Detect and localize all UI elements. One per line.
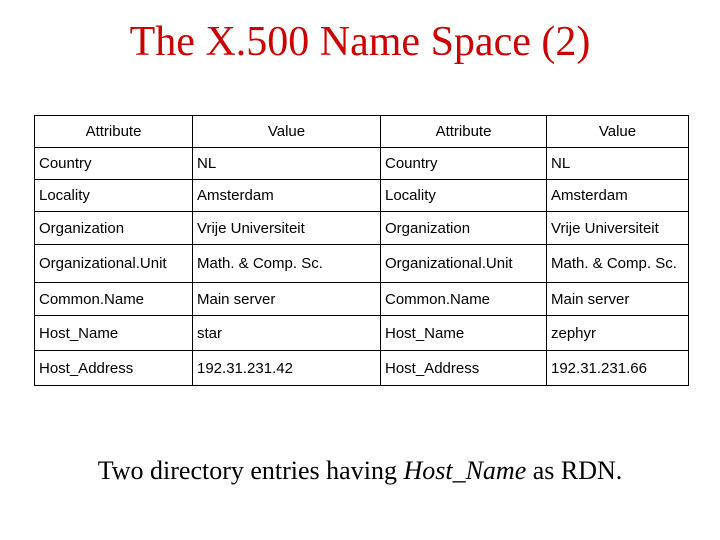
slide-title: The X.500 Name Space (2) bbox=[129, 19, 591, 65]
value-cell: Amsterdam bbox=[193, 180, 381, 212]
attribute-cell: Locality bbox=[35, 180, 193, 212]
table-row bbox=[381, 245, 689, 283]
attribute-cell: Common.Name bbox=[35, 283, 193, 316]
value-cell: Main server bbox=[547, 283, 689, 316]
caption-emphasis: Host_Name bbox=[403, 456, 527, 485]
attribute-cell: Organizational.Unit bbox=[381, 245, 547, 283]
attribute-cell: Host_Name bbox=[35, 316, 193, 351]
attribute-cell: Organization bbox=[381, 212, 547, 245]
attribute-header: Attribute bbox=[35, 116, 193, 148]
table-row bbox=[381, 148, 689, 180]
table-row bbox=[381, 283, 689, 316]
table-row bbox=[35, 351, 381, 386]
value-cell: Main server bbox=[193, 283, 381, 316]
value-cell: NL bbox=[193, 148, 381, 180]
attribute-cell: Host_Address bbox=[381, 351, 547, 386]
value-cell: Math. & Comp. Sc. bbox=[193, 245, 381, 283]
attribute-cell: Country bbox=[381, 148, 547, 180]
table-row bbox=[381, 316, 689, 351]
attribute-cell: Organizational.Unit bbox=[35, 245, 193, 283]
table-row bbox=[35, 283, 381, 316]
table-row bbox=[35, 212, 381, 245]
value-cell: NL bbox=[547, 148, 689, 180]
slide-caption bbox=[0, 456, 720, 486]
value-cell: star bbox=[193, 316, 381, 351]
attribute-cell: Locality bbox=[381, 180, 547, 212]
table-row bbox=[35, 180, 381, 212]
value-cell: zephyr bbox=[547, 316, 689, 351]
value-cell: Vrije Universiteit bbox=[193, 212, 381, 245]
value-cell: Amsterdam bbox=[547, 180, 689, 212]
value-cell: Vrije Universiteit bbox=[547, 212, 689, 245]
table-header-row bbox=[35, 116, 381, 148]
value-cell: 192.31.231.66 bbox=[547, 351, 689, 386]
caption-text: Two directory entries having bbox=[97, 456, 404, 485]
attribute-cell: Host_Address bbox=[35, 351, 193, 386]
table-row bbox=[381, 212, 689, 245]
value-cell: 192.31.231.42 bbox=[193, 351, 381, 386]
attribute-cell: Host_Name bbox=[381, 316, 547, 351]
attribute-cell: Organization bbox=[35, 212, 193, 245]
directory-entry-table-left bbox=[34, 115, 381, 386]
table-row bbox=[35, 316, 381, 351]
value-cell: Math. & Comp. Sc. bbox=[547, 245, 689, 283]
attribute-header: Attribute bbox=[381, 116, 547, 148]
directory-entry-table-right bbox=[380, 115, 689, 386]
table-row bbox=[381, 180, 689, 212]
table-row bbox=[381, 351, 689, 386]
table-header-row bbox=[381, 116, 689, 148]
table-row bbox=[35, 148, 381, 180]
value-header: Value bbox=[547, 116, 689, 148]
value-header: Value bbox=[193, 116, 381, 148]
attribute-cell: Country bbox=[35, 148, 193, 180]
table-row bbox=[35, 245, 381, 283]
caption-text-end: as RDN. bbox=[526, 456, 623, 485]
attribute-cell: Common.Name bbox=[381, 283, 547, 316]
